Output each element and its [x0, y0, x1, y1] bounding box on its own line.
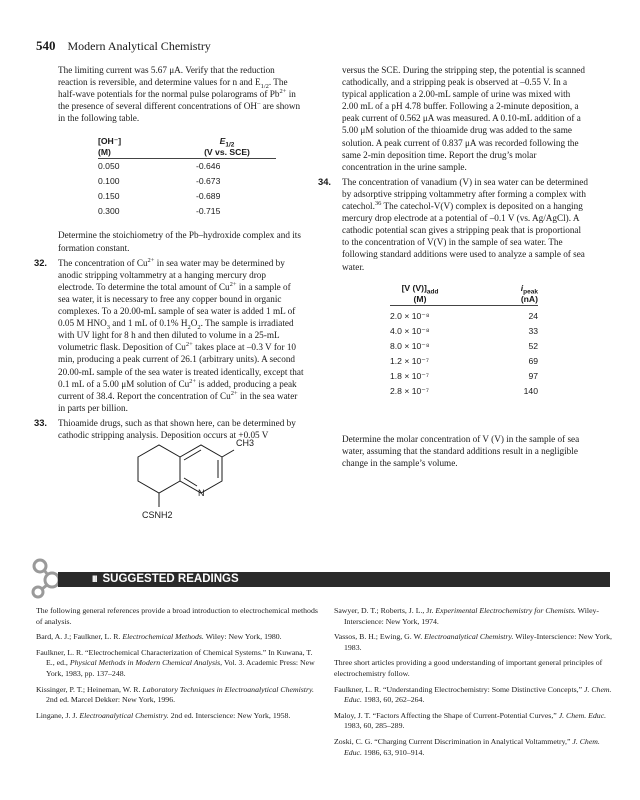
reference-item: Bard, A. J.; Faulkner, L. R. Electrochemical Methods. Wiley: New York, 1980.: [36, 632, 282, 642]
nitrogen-label: N: [198, 488, 205, 499]
oh-column-header: [OH⁻] (M): [98, 136, 178, 159]
csnh2-label: CSNH2: [142, 510, 173, 521]
reference-item: Faulkner, L. R. “Electrochemical Characterization of Chemical Systems.” In Kuwana, T. E., ed., Physical Methods in Modern Chemical Analysis, Vol. 3. Academic Press: New York, 1983, pp. 137–248.: [36, 647, 315, 678]
section-marker: III: [92, 574, 97, 584]
question-32: 32. The concentration of $Cu^{2+}$ in sea water may be determined by anodic stripping voltammetry at a hanging mercury drop electrode. To determine the total amount of $Cu^{2+}$ in a sample of sea water, it is necessary to free any copper bound in organic complexes. To a 20.00-mL sample of sea water is added 1 mL of 0.05 M $HNO_3$ and 1 mL of 0.1% $H_2O_2$. The sample is irradiated with UV light for 8 h and then diluted to volume in a 25-mL volumetric flask. Deposition of $Cu^{2+}$ takes place at –0.3 V for 10 min, producing a peak current of 26.1 (arbitrary units). A second 20.00-mL sample of the sea water is treated identically, except that 0.1 mL of a 5.00 μM solution of $Cu^{2+}$ is added, producing a peak current of 38.4. Report the concentration of $Cu^{2+}$ in the sea water in parts per billion.: [34, 256, 304, 413]
table-row: 0.150 -0.689: [98, 191, 221, 202]
table-row: 2.8 × 10⁻⁷ 140: [390, 385, 538, 396]
table-row: 0.100 -0.673: [98, 176, 221, 187]
readings-intro: The following general references provide a broad introduction to electrochemical methods of analysis.: [36, 606, 318, 626]
right-column: [318, 64, 588, 469]
suggested-readings-banner: [30, 558, 610, 600]
e-half-column-header: $E_{1/2}$ (V vs. SCE): [178, 136, 276, 159]
thioamide-structure-drawing: [98, 443, 238, 515]
half-wave-potential-table: [98, 136, 276, 219]
ch3-label: CH3: [236, 438, 255, 449]
intro-paragraph: The limiting current was 5.67 μA. Verify that the reduction reaction is reversible, and determine values for n and $E_{1/2}$. The half-wave potentials for the normal pulse polarograms of $Pb^{2+}$ in the presence of several different concentrations of OH– are shown in the following table.: [58, 65, 301, 124]
book-title: Modern Analytical Chemistry: [67, 39, 211, 53]
reference-item: Vassos, B. H.; Ewing, G. W. Electroanalytical Chemistry. Wiley-Interscience: New York, 1983.: [334, 632, 612, 652]
after-table-text: Determine the molar concentration of V (V) in the sample of sea water, assuming that the standard additions result in a negligible change in the sample’s volume.: [342, 433, 580, 468]
reference-item: Lingane, J. J. Electroanalytical Chemistry. 2nd ed. Interscience: New York, 1958.: [36, 710, 291, 720]
reference-item: Kissinger, P. T.; Heineman, W. R. Laboratory Techniques in Electroanalytical Chemistry. 2nd ed. Marcel Dekker: New York, 1996.: [36, 684, 314, 705]
page-header: [36, 38, 211, 54]
thioamide-structure: [58, 438, 304, 525]
left-column: [34, 64, 304, 525]
reference-item: Zoski, C. G. “Charging Current Discrimination in Analytical Voltammetry,” J. Chem. Educ. 1986, 63, 910–914.: [334, 736, 600, 757]
table-row: 1.2 × 10⁻⁷ 69: [390, 355, 538, 366]
table-row: 2.0 × 10⁻⁸ 24: [390, 310, 538, 321]
question-number: 32.: [34, 256, 48, 268]
table-row: 0.050 -0.646: [98, 161, 221, 172]
table-row: 1.8 × 10⁻⁷ 97: [390, 370, 538, 381]
question-33: 33. Thioamide drugs, such as that shown here, can be determined by cathodic stripping analysis. Deposition occurs at +0.05 V: [34, 416, 296, 440]
page-number: 540: [36, 38, 56, 53]
vv-column-header: [V $(V)]_{add}$ (M): [390, 283, 450, 306]
question-34: 34. The concentration of vanadium (V) in sea water can be determined by adsorptive stripping voltammetry after forming a complex with catechol.$^{36}$ The catechol-V(V) complex is deposited on a hanging mercury drop electrode at a potential of –0.1 V (vs. Ag/AgCl). A cathodic potential scan gives a stripping peak that is proportional to the concentration of V(V) in the sample of sea water. The following standard additions were used to analyze a sample of sea water.: [318, 175, 588, 272]
question-number: 34.: [318, 175, 332, 187]
section-title: III SUGGESTED READINGS: [92, 573, 239, 585]
table-row: 4.0 × 10⁻⁸ 33: [390, 325, 538, 336]
after-table-text: Determine the stoichiometry of the Pb–hydroxide complex and its formation constant.: [58, 230, 301, 253]
readings-left: [36, 606, 318, 726]
readings-right: [334, 606, 616, 763]
question-number: 33.: [34, 416, 48, 428]
reference-item: Faulkner, L. R. “Understanding Electrochemistry: Some Distinctive Concepts,” J. Chem. Educ. 1983, 60, 262–264.: [334, 684, 612, 705]
reference-item: Sawyer, D. T.; Roberts, J. L., Jr. Experimental Electrochemistry for Chemists. Wiley-Interscience: New York, 1974.: [334, 606, 600, 626]
question-33-continued: versus the SCE. During the stripping step, the potential is scanned cathodically, and a stripping peak is observed at –0.55 V. In a typical application a 2.00-mL sample of urine was mixed with 2.00 mL of a pH 4.78 buffer. Following a 2-minute deposition, a peak current of 0.562 μA was measured. A 0.10-mL addition of a 5.00 μM solution of the thioamide drug was added to the same solution. A peak current of 0.837 μA was recorded following the same 2-min deposition time. Report the drug’s molar concentration in the urine sample.: [342, 65, 585, 172]
table-row: 0.300 -0.715: [98, 206, 221, 217]
reference-item: Maloy, J. T. “Factors Affecting the Shape of Current-Potential Curves,” J. Chem. Educ. 1983, 60, 285–289.: [334, 710, 607, 731]
readings-intro: Three short articles providing a good understanding of important general principles of electrochemistry follow.: [334, 658, 603, 678]
standard-additions-table: [390, 283, 538, 399]
table-row: 8.0 × 10⁻⁸ 52: [390, 340, 538, 351]
ipeak-column-header: $i_{peak}$ (nA): [450, 283, 538, 306]
